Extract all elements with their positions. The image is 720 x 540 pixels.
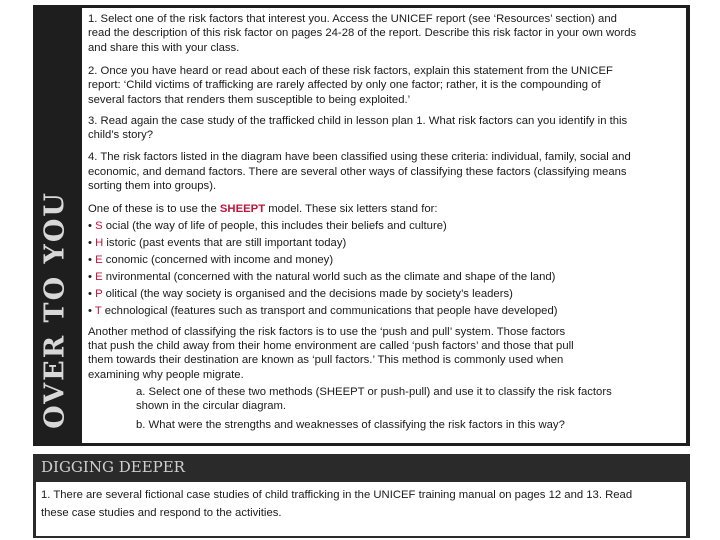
bullet-text: nvironmental (concerned with the natural world such as the climate and shape of the land)	[102, 271, 556, 283]
q1-line: read the description of this risk factor on pages 24-28 of the report. Describe this risk factor in your own words	[88, 27, 637, 39]
sheept-intro	[88, 203, 438, 216]
sheept-bullet	[88, 305, 558, 318]
bullet-text: conomic (concerned with income and money)	[102, 254, 334, 266]
q3-line: 3. Read again the case study of the trafficked child in lesson plan 1. What risk factors can you identify in this	[88, 115, 628, 127]
bullet-icon: •	[88, 220, 96, 232]
push-pull-line: Another method of classifying the risk factors is to use the ‘push and pull’ system. Those factors	[88, 326, 566, 338]
bullet-letter: E	[95, 271, 103, 283]
over-to-you-title: OVER TO YOU	[39, 191, 71, 429]
bullet-text: istoric (past events that are still important today)	[103, 237, 347, 249]
over-to-you-content	[82, 8, 686, 443]
task-a-line: shown in the circular diagram.	[136, 400, 287, 412]
q1-line: 1. Select one of the risk factors that interest you. Access the UNICEF report (see ‘Resources’ section) and	[88, 13, 617, 25]
over-to-you-sidebar	[33, 5, 77, 446]
q2-line: 2. Once you have heard or read about each of these risk factors, explain this statement from the UNICEF	[88, 65, 613, 77]
sheept-word: SHEEPT	[219, 203, 266, 215]
bullet-letter: E	[95, 254, 103, 266]
bullet-icon: •	[88, 271, 96, 283]
sheept-intro-text: model. These six letters stand for:	[265, 203, 438, 215]
q3-line: child’s story?	[88, 129, 154, 141]
bullet-text: ocial (the way of life of people, this includes their beliefs and culture)	[102, 220, 447, 232]
q4-line: economic, and demand factors. There are several other ways of classifying these factors (classifying means	[88, 166, 627, 178]
bullet-text: olitical (the way society is organised and the decisions made by society’s leaders)	[102, 288, 513, 300]
sheept-bullet	[88, 288, 513, 301]
dig-q1-line: 1. There are several fictional case studies of child trafficking in the UNICEF training manual on pages 12 and 13. Read	[41, 489, 633, 501]
task-a-line: a. Select one of these two methods (SHEEPT or push-pull) and use it to classify the risk factors	[136, 386, 612, 398]
digging-deeper-content	[36, 482, 686, 536]
q2-line: several factors that renders them susceptible to being exploited.’	[88, 94, 411, 106]
bullet-icon: •	[88, 288, 96, 300]
bullet-letter: H	[95, 237, 104, 249]
q2-line: report: ‘Child victims of trafficking are rarely affected by only one factor; rather, it is the compounding of	[88, 79, 601, 91]
bullet-icon: •	[88, 237, 96, 249]
sheept-bullet	[88, 237, 346, 250]
bullet-icon: •	[88, 305, 95, 317]
bullet-text: echnological (features such as transport and communications that people have developed)	[101, 305, 558, 317]
bullet-letter: T	[94, 305, 102, 317]
bullet-letter: S	[95, 220, 103, 232]
push-pull-line: examining why people migrate.	[88, 369, 244, 381]
q4-line: sorting them into groups).	[88, 180, 217, 192]
bullet-icon: •	[88, 254, 96, 266]
digging-deeper-title: DIGGING DEEPER	[41, 458, 185, 476]
dig-q1-line: these case studies and respond to the activities.	[41, 507, 282, 519]
q1-line: and share this with your class.	[88, 42, 240, 54]
task-b: b. What were the strengths and weaknesses of classifying the risk factors in this way?	[136, 419, 565, 431]
sheept-intro-text: One of these is to use the	[88, 203, 220, 215]
push-pull-line: them towards their destination are known as ‘pull factors.’ This method is commonly used when	[88, 354, 564, 366]
sheept-bullet	[88, 271, 555, 284]
sheept-bullet	[88, 254, 333, 267]
digging-deeper-panel	[33, 454, 690, 538]
sheept-bullet	[88, 220, 447, 233]
bullet-letter: P	[95, 288, 103, 300]
q4-line: 4. The risk factors listed in the diagram have been classified using these criteria: individual, family, social and	[88, 151, 631, 163]
push-pull-line: that push the child away from their home environment are called ‘push factors’ and those that pull	[88, 340, 574, 352]
